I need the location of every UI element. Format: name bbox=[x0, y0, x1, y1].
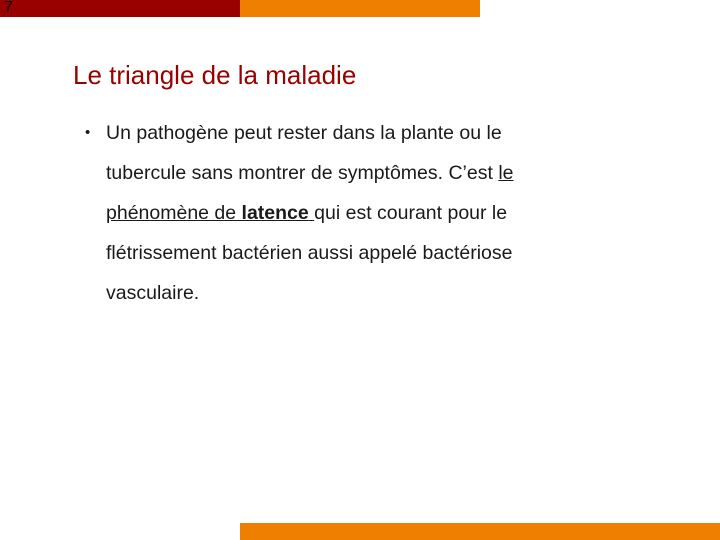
paragraph-line-3 bbox=[106, 193, 585, 233]
top-red-bar bbox=[0, 0, 240, 17]
bottom-orange-bar bbox=[240, 523, 720, 540]
paragraph-line-5: vasculaire. bbox=[106, 282, 200, 304]
paragraph-line-1: Un pathogène peut rester dans la plante ou le bbox=[106, 122, 502, 144]
slide-number: 7 bbox=[4, 0, 13, 16]
paragraph-line-2 bbox=[106, 153, 585, 193]
slide-title: Le triangle de la maladie bbox=[73, 60, 357, 90]
bullet-marker: • bbox=[85, 124, 91, 141]
line3-underlined-text: phénomène de bbox=[106, 202, 242, 224]
line2-plain-text: tubercule sans montrer de symptômes. C’est bbox=[106, 162, 499, 184]
bullet-paragraph bbox=[106, 113, 585, 313]
line3-plain-text: qui est courant pour le bbox=[314, 202, 508, 224]
line2-underlined-text: le bbox=[498, 162, 514, 184]
paragraph-line-4: flétrissement bactérien aussi appelé bactériose bbox=[106, 242, 513, 264]
slide-body bbox=[85, 113, 585, 313]
top-orange-bar bbox=[240, 0, 480, 17]
latence-emphasis: latence bbox=[241, 202, 309, 224]
